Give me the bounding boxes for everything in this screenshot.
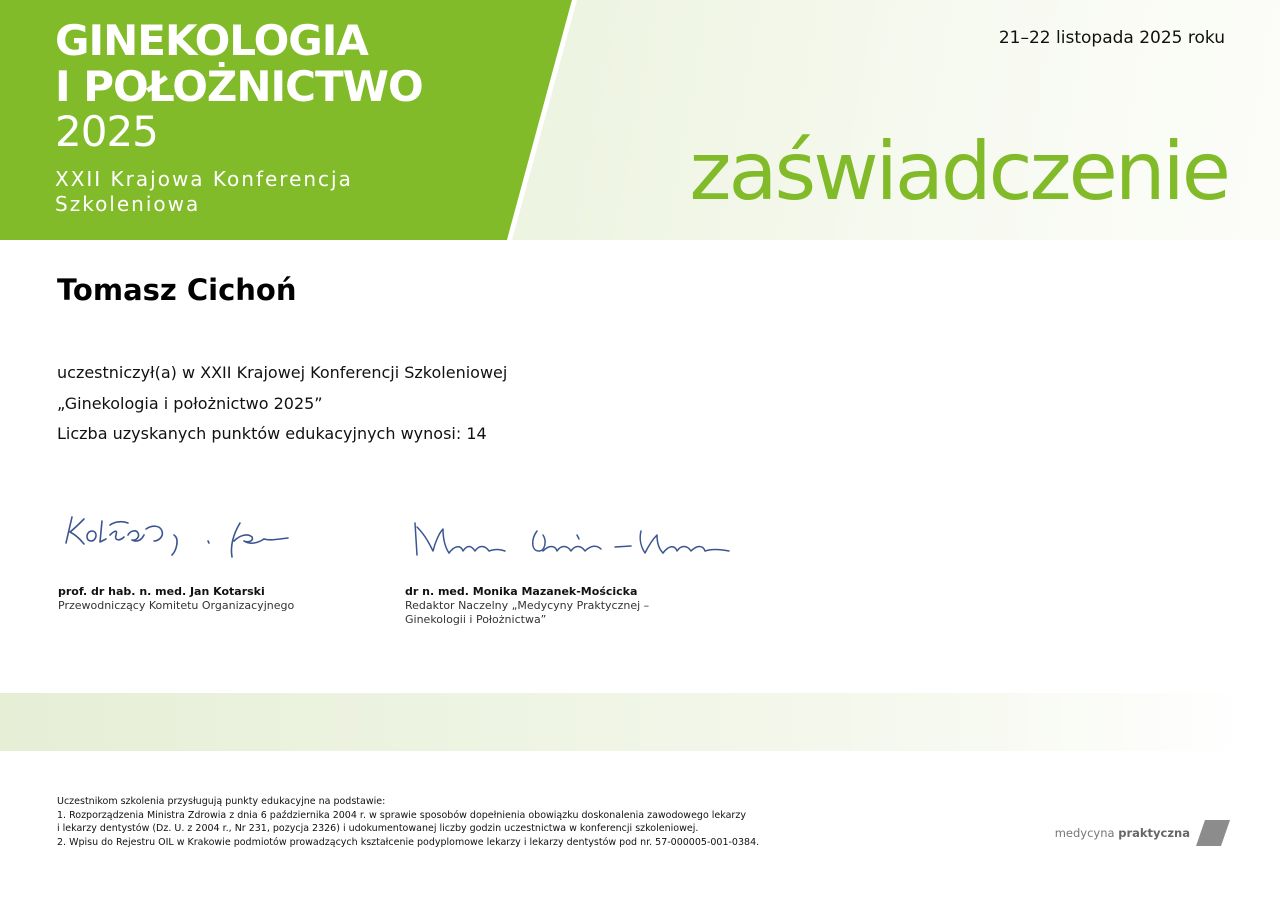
certificate-statement	[57, 358, 507, 450]
conference-name-line2: I POŁOŻNICTWO	[55, 62, 423, 111]
legal-basis-note	[57, 795, 759, 849]
conference-subtitle	[55, 167, 415, 217]
legal-line-1-continued: i lekarzy dentystów (Dz. U. z 2004 r., Nr 231, pozycja 2326) i udokumentowanej liczby godzin uczestnictwa w konferencji szkoleniowej.	[57, 823, 699, 834]
document-title: zaświadczenie	[689, 125, 1228, 218]
signatory-name-chair: prof. dr hab. n. med. Jan Kotarski	[58, 585, 265, 598]
signatory-role-chair: Przewodniczący Komitetu Organizacyjnego	[58, 599, 295, 612]
publisher-logo-mark-icon	[1196, 820, 1230, 846]
conference-name-line1: GINEKOLOGIA	[55, 16, 368, 65]
signature-block-chair	[58, 505, 298, 613]
publisher-logo	[1055, 820, 1230, 846]
publisher-logo-text-light: medycyna	[1054, 826, 1115, 840]
conference-name	[55, 18, 423, 110]
event-date: 21–22 listopada 2025 roku	[998, 28, 1225, 48]
conference-subtitle-line1: XXII Krajowa Konferencja	[55, 167, 353, 191]
statement-line-points: Liczba uzyskanych punktów edukacyjnych wynosi: 14	[57, 424, 487, 443]
legal-line-1: 1. Rozporządzenia Ministra Zdrowia z dnia 6 października 2004 r. w sprawie sposobów dopełnienia obowiązku doskonalenia zawodowego lekarzy	[57, 809, 746, 821]
signature-block-editor	[405, 505, 735, 627]
statement-line-conference: „Ginekologia i położnictwo 2025”	[57, 393, 323, 413]
legal-line-2: 2. Wpisu do Rejestru OIL w Krakowie podmiotów prowadzących kształcenie podyplomowe lekarzy i lekarzy dentystów pod nr. 57-000005-001-0384.	[57, 836, 760, 848]
conference-subtitle-line2: Szkoleniowa	[55, 192, 201, 216]
statement-line-participation: uczestniczył(a) w XXII Krajowej Konferencji Szkoleniowej	[57, 363, 508, 382]
signatory-role-editor-line2: Ginekologii i Położnictwa”	[405, 613, 547, 626]
handwritten-signature-mazanek	[405, 505, 735, 575]
signatory-role-editor-line1: Redaktor Naczelny „Medycyny Praktycznej –	[405, 599, 650, 612]
publisher-logo-text	[1055, 826, 1190, 840]
handwritten-signature-kotarski	[58, 505, 298, 575]
conference-year: 2025	[55, 107, 158, 156]
decorative-green-band	[0, 693, 1250, 751]
signatory-name-editor: dr n. med. Monika Mazanek-Mościcka	[405, 585, 638, 598]
recipient-name: Tomasz Cichoń	[57, 273, 297, 307]
publisher-logo-text-bold: praktyczna	[1118, 826, 1190, 840]
legal-intro: Uczestnikom szkolenia przysługują punkty edukacyjne na podstawie:	[57, 796, 386, 807]
